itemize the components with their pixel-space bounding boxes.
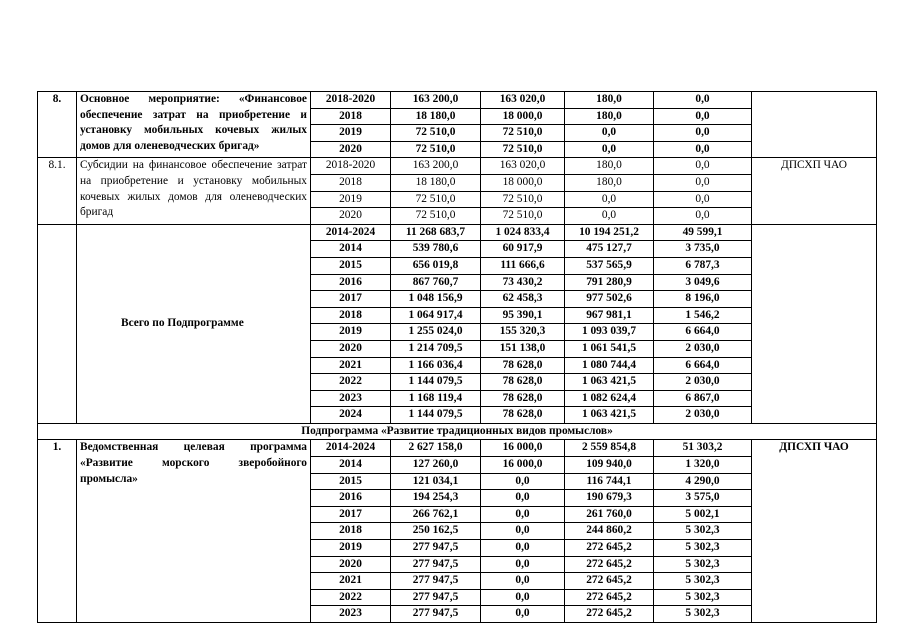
amount-cell: 5 302,3 <box>654 523 752 540</box>
amount-cell: 4 290,0 <box>654 473 752 490</box>
executor-cell <box>752 92 877 158</box>
amount-cell: 1 144 079,5 <box>391 407 481 424</box>
amount-cell: 5 302,3 <box>654 573 752 590</box>
amount-cell: 1 546,2 <box>654 307 752 324</box>
amount-cell: 6 664,0 <box>654 324 752 341</box>
amount-cell: 163 020,0 <box>481 158 565 175</box>
amount-cell: 8 196,0 <box>654 291 752 308</box>
amount-cell: 6 867,0 <box>654 390 752 407</box>
period-cell: 2014-2024 <box>311 440 391 457</box>
amount-cell: 0,0 <box>654 158 752 175</box>
amount-cell: 5 302,3 <box>654 540 752 557</box>
amount-cell: 18 180,0 <box>391 108 481 125</box>
amount-cell: 109 940,0 <box>565 457 654 474</box>
amount-cell: 5 302,3 <box>654 589 752 606</box>
amount-cell: 78 628,0 <box>481 374 565 391</box>
amount-cell: 1 255 024,0 <box>391 324 481 341</box>
amount-cell: 11 268 683,7 <box>391 224 481 241</box>
period-cell: 2022 <box>311 589 391 606</box>
amount-cell: 272 645,2 <box>565 606 654 623</box>
amount-cell: 3 735,0 <box>654 241 752 258</box>
amount-cell: 272 645,2 <box>565 589 654 606</box>
section-title: Подпрограмма «Развитие традиционных видов промыслов» <box>38 423 877 440</box>
period-cell: 2019 <box>311 191 391 208</box>
period-cell: 2014-2024 <box>311 224 391 241</box>
amount-cell: 791 280,9 <box>565 274 654 291</box>
amount-cell: 0,0 <box>565 141 654 158</box>
table-body <box>38 92 877 623</box>
amount-cell: 0,0 <box>481 556 565 573</box>
amount-cell: 0,0 <box>481 606 565 623</box>
amount-cell: 0,0 <box>481 506 565 523</box>
amount-cell: 163 200,0 <box>391 158 481 175</box>
period-cell: 2015 <box>311 473 391 490</box>
period-cell: 2018 <box>311 307 391 324</box>
row-number: 8. <box>38 92 77 158</box>
amount-cell: 72 510,0 <box>391 191 481 208</box>
period-cell: 2016 <box>311 274 391 291</box>
amount-cell: 16 000,0 <box>481 440 565 457</box>
row-number: 1. <box>38 440 77 623</box>
section-row <box>38 423 877 440</box>
amount-cell: 277 947,5 <box>391 556 481 573</box>
amount-cell: 1 082 624,4 <box>565 390 654 407</box>
amount-cell: 261 760,0 <box>565 506 654 523</box>
period-cell: 2020 <box>311 556 391 573</box>
amount-cell: 62 458,3 <box>481 291 565 308</box>
amount-cell: 244 860,2 <box>565 523 654 540</box>
period-cell: 2014 <box>311 241 391 258</box>
period-cell: 2022 <box>311 374 391 391</box>
amount-cell: 72 510,0 <box>481 208 565 225</box>
amount-cell: 51 303,2 <box>654 440 752 457</box>
period-cell: 2024 <box>311 407 391 424</box>
amount-cell: 0,0 <box>654 125 752 142</box>
period-cell: 2019 <box>311 324 391 341</box>
amount-cell: 0,0 <box>654 92 752 109</box>
amount-cell: 0,0 <box>565 125 654 142</box>
amount-cell: 111 666,6 <box>481 257 565 274</box>
amount-cell: 0,0 <box>565 191 654 208</box>
executor-cell: ДПСХП ЧАО <box>752 158 877 224</box>
amount-cell: 537 565,9 <box>565 257 654 274</box>
amount-cell: 1 063 421,5 <box>565 374 654 391</box>
amount-cell: 1 214 709,5 <box>391 340 481 357</box>
amount-cell: 2 559 854,8 <box>565 440 654 457</box>
amount-cell: 2 627 158,0 <box>391 440 481 457</box>
amount-cell: 151 138,0 <box>481 340 565 357</box>
amount-cell: 194 254,3 <box>391 490 481 507</box>
amount-cell: 180,0 <box>565 108 654 125</box>
measure-description: Основное мероприятие: «Финансовое обеспечение затрат на приобретение и установку мобильных кочевых жилых домов для оленеводческих бригад» <box>77 92 311 158</box>
amount-cell: 656 019,8 <box>391 257 481 274</box>
amount-cell: 1 168 119,4 <box>391 390 481 407</box>
amount-cell: 0,0 <box>481 540 565 557</box>
amount-cell: 0,0 <box>654 108 752 125</box>
period-cell: 2018 <box>311 108 391 125</box>
amount-cell: 180,0 <box>565 158 654 175</box>
amount-cell: 180,0 <box>565 92 654 109</box>
amount-cell: 277 947,5 <box>391 606 481 623</box>
period-cell: 2021 <box>311 357 391 374</box>
amount-cell: 2 030,0 <box>654 407 752 424</box>
amount-cell: 475 127,7 <box>565 241 654 258</box>
period-cell: 2023 <box>311 606 391 623</box>
amount-cell: 277 947,5 <box>391 540 481 557</box>
amount-cell: 0,0 <box>481 573 565 590</box>
amount-cell: 6 664,0 <box>654 357 752 374</box>
table-row <box>38 224 877 241</box>
period-cell: 2018 <box>311 174 391 191</box>
amount-cell: 18 180,0 <box>391 174 481 191</box>
amount-cell: 6 787,3 <box>654 257 752 274</box>
amount-cell: 0,0 <box>481 589 565 606</box>
amount-cell: 272 645,2 <box>565 573 654 590</box>
amount-cell: 72 510,0 <box>481 125 565 142</box>
amount-cell: 116 744,1 <box>565 473 654 490</box>
amount-cell: 49 599,1 <box>654 224 752 241</box>
period-cell: 2021 <box>311 573 391 590</box>
amount-cell: 1 093 039,7 <box>565 324 654 341</box>
amount-cell: 163 200,0 <box>391 92 481 109</box>
row-number: 8.1. <box>38 158 77 224</box>
amount-cell: 967 981,1 <box>565 307 654 324</box>
table-row <box>38 158 877 175</box>
table-row <box>38 440 877 457</box>
amount-cell: 72 510,0 <box>391 208 481 225</box>
period-cell: 2023 <box>311 390 391 407</box>
amount-cell: 0,0 <box>481 473 565 490</box>
amount-cell: 1 061 541,5 <box>565 340 654 357</box>
period-cell: 2017 <box>311 291 391 308</box>
amount-cell: 72 510,0 <box>481 141 565 158</box>
amount-cell: 0,0 <box>481 523 565 540</box>
measure-description: Субсидии на финансовое обеспечение затрат на приобретение и установку мобильных кочевых жилых домов для оленеводческих бригад <box>77 158 311 224</box>
amount-cell: 539 780,6 <box>391 241 481 258</box>
amount-cell: 1 048 156,9 <box>391 291 481 308</box>
row-number <box>38 224 77 423</box>
amount-cell: 78 628,0 <box>481 390 565 407</box>
amount-cell: 16 000,0 <box>481 457 565 474</box>
period-cell: 2020 <box>311 340 391 357</box>
amount-cell: 10 194 251,2 <box>565 224 654 241</box>
amount-cell: 977 502,6 <box>565 291 654 308</box>
amount-cell: 155 320,3 <box>481 324 565 341</box>
amount-cell: 1 063 421,5 <box>565 407 654 424</box>
amount-cell: 277 947,5 <box>391 589 481 606</box>
amount-cell: 2 030,0 <box>654 340 752 357</box>
period-cell: 2017 <box>311 506 391 523</box>
amount-cell: 18 000,0 <box>481 108 565 125</box>
budget-table <box>37 91 877 623</box>
amount-cell: 95 390,1 <box>481 307 565 324</box>
amount-cell: 190 679,3 <box>565 490 654 507</box>
amount-cell: 0,0 <box>654 174 752 191</box>
amount-cell: 72 510,0 <box>391 125 481 142</box>
period-cell: 2019 <box>311 125 391 142</box>
amount-cell: 78 628,0 <box>481 357 565 374</box>
period-cell: 2020 <box>311 141 391 158</box>
amount-cell: 127 260,0 <box>391 457 481 474</box>
amount-cell: 1 024 833,4 <box>481 224 565 241</box>
amount-cell: 1 320,0 <box>654 457 752 474</box>
amount-cell: 1 166 036,4 <box>391 357 481 374</box>
amount-cell: 1 064 917,4 <box>391 307 481 324</box>
measure-description: Всего по Подпрограмме <box>77 224 311 423</box>
amount-cell: 18 000,0 <box>481 174 565 191</box>
amount-cell: 1 080 744,4 <box>565 357 654 374</box>
period-cell: 2015 <box>311 257 391 274</box>
amount-cell: 3 049,6 <box>654 274 752 291</box>
measure-description: Ведомственная целевая программа «Развитие морского зверобойного промысла» <box>77 440 311 623</box>
amount-cell: 121 034,1 <box>391 473 481 490</box>
amount-cell: 2 030,0 <box>654 374 752 391</box>
amount-cell: 277 947,5 <box>391 573 481 590</box>
amount-cell: 867 760,7 <box>391 274 481 291</box>
amount-cell: 5 302,3 <box>654 606 752 623</box>
amount-cell: 163 020,0 <box>481 92 565 109</box>
amount-cell: 60 917,9 <box>481 241 565 258</box>
amount-cell: 0,0 <box>654 141 752 158</box>
amount-cell: 0,0 <box>481 490 565 507</box>
period-cell: 2019 <box>311 540 391 557</box>
amount-cell: 0,0 <box>565 208 654 225</box>
period-cell: 2018-2020 <box>311 158 391 175</box>
amount-cell: 5 302,3 <box>654 556 752 573</box>
amount-cell: 1 144 079,5 <box>391 374 481 391</box>
period-cell: 2018 <box>311 523 391 540</box>
period-cell: 2018-2020 <box>311 92 391 109</box>
amount-cell: 72 510,0 <box>391 141 481 158</box>
executor-cell: ДПСХП ЧАО <box>752 440 877 623</box>
amount-cell: 272 645,2 <box>565 556 654 573</box>
table-row <box>38 92 877 109</box>
amount-cell: 0,0 <box>654 208 752 225</box>
amount-cell: 0,0 <box>654 191 752 208</box>
amount-cell: 72 510,0 <box>481 191 565 208</box>
amount-cell: 78 628,0 <box>481 407 565 424</box>
amount-cell: 5 002,1 <box>654 506 752 523</box>
amount-cell: 73 430,2 <box>481 274 565 291</box>
period-cell: 2016 <box>311 490 391 507</box>
period-cell: 2014 <box>311 457 391 474</box>
period-cell: 2020 <box>311 208 391 225</box>
amount-cell: 180,0 <box>565 174 654 191</box>
amount-cell: 3 575,0 <box>654 490 752 507</box>
amount-cell: 250 162,5 <box>391 523 481 540</box>
amount-cell: 272 645,2 <box>565 540 654 557</box>
amount-cell: 266 762,1 <box>391 506 481 523</box>
executor-cell <box>752 224 877 423</box>
